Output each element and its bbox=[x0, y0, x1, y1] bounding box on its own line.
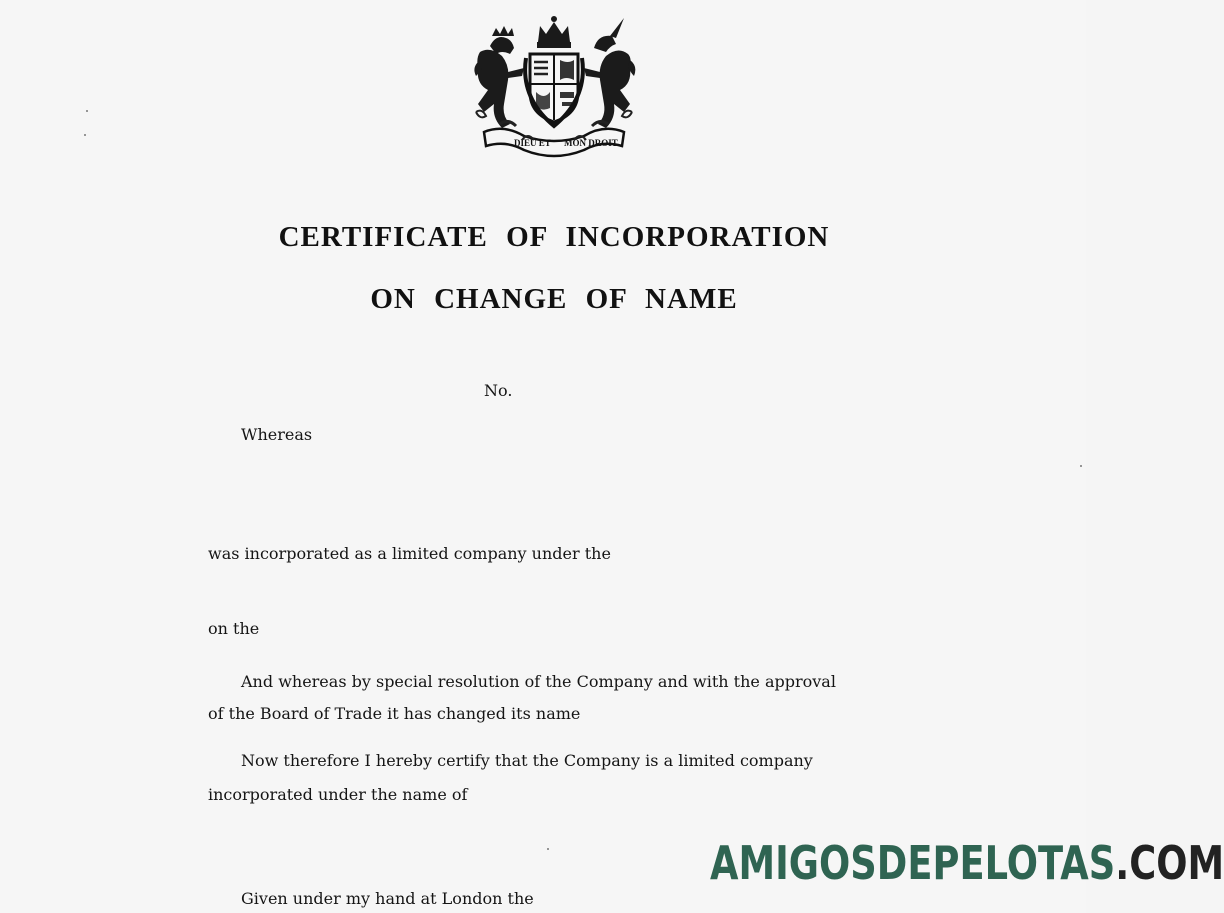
certificate-subtitle: ON CHANGE OF NAME bbox=[370, 283, 738, 315]
royal-coat-of-arms bbox=[470, 12, 638, 160]
paper-speck bbox=[86, 110, 88, 112]
crest-motto-left: DIEU ET bbox=[514, 138, 551, 148]
site-watermark bbox=[710, 836, 1224, 890]
incorporated-line: was incorporated as a limited company under the bbox=[208, 544, 611, 563]
paper-speck bbox=[84, 134, 86, 136]
paper-speck bbox=[1080, 465, 1082, 467]
resolution-line-2: of the Board of Trade it has changed its name bbox=[208, 704, 581, 723]
certificate-title: CERTIFICATE OF INCORPORATION bbox=[278, 221, 830, 253]
given-line: Given under my hand at London the bbox=[241, 889, 534, 908]
paper-speck bbox=[547, 848, 549, 850]
whereas-text: Whereas bbox=[241, 425, 313, 444]
crest-motto-right: MON DROIT bbox=[564, 138, 618, 148]
certify-line-1: Now therefore I hereby certify that the Company is a limited company bbox=[241, 751, 813, 770]
resolution-line-1: And whereas by special resolution of the Company and with the approval bbox=[241, 672, 836, 691]
certificate-number-label: No. bbox=[484, 381, 513, 400]
watermark-tld: .COM bbox=[1115, 836, 1224, 890]
certify-line-2: incorporated under the name of bbox=[208, 785, 468, 804]
on-the-text: on the bbox=[208, 619, 260, 638]
watermark-main: AMIGOSDEPELOTAS bbox=[710, 836, 1116, 890]
